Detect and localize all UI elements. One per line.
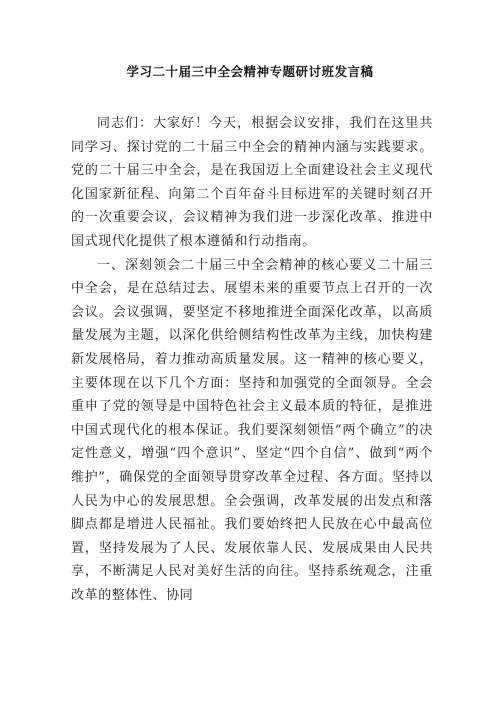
paragraph-greeting: 同志们：大家好！今天，根据会议安排，我们在这里共同学习、探讨党的二十届三中全会的精神内涵与实践要求。党的二十届三中全会，是在我国迈上全面建设社会主义现代化国家新征程、向第二个百年奋斗目标进军的关键时刻召开的一次重要会议，会议精神为我们进一步深化改革、推进中国式现代化提供了根本遵循和行动指南。 xyxy=(71,116,433,249)
document-title: 学习二十届三中全会精神专题研讨班发言稿 xyxy=(126,64,374,79)
document-body xyxy=(71,112,433,607)
paragraph-section-one: 一、深刻领会二十届三中全会精神的核心要义二十届三中全会，是在总结过去、展望未来的重要节点上召开的一次会议。会议强调，要坚定不移地推进全面深化改革，以高质量发展为主题，以深化供给侧结构性改革为主线，加快构建新发展格局，着力推动高质量发展。这一精神的核心要义，主要体现在以下几个方面：坚持和加强党的全面领导。全会重申了党的领导是中国特色社会主义最本质的特征，是推进中国式现代化的根本保证。我们要深刻领悟“两个确立”的决定性意义，增强“四个意识”、坚定“四个自信”、做到“两个维护”，确保党的全面领导贯穿改革全过程、各方面。坚持以人民为中心的发展思想。全会强调，改革发展的出发点和落脚点都是增进人民福祉。我们要始终把人民放在心中最高位置，坚持发展为了人民、发展依靠人民、发展成果由人民共享，不断满足人民对美好生活的向往。坚持系统观念，注重改革的整体性、协同 xyxy=(71,257,433,603)
